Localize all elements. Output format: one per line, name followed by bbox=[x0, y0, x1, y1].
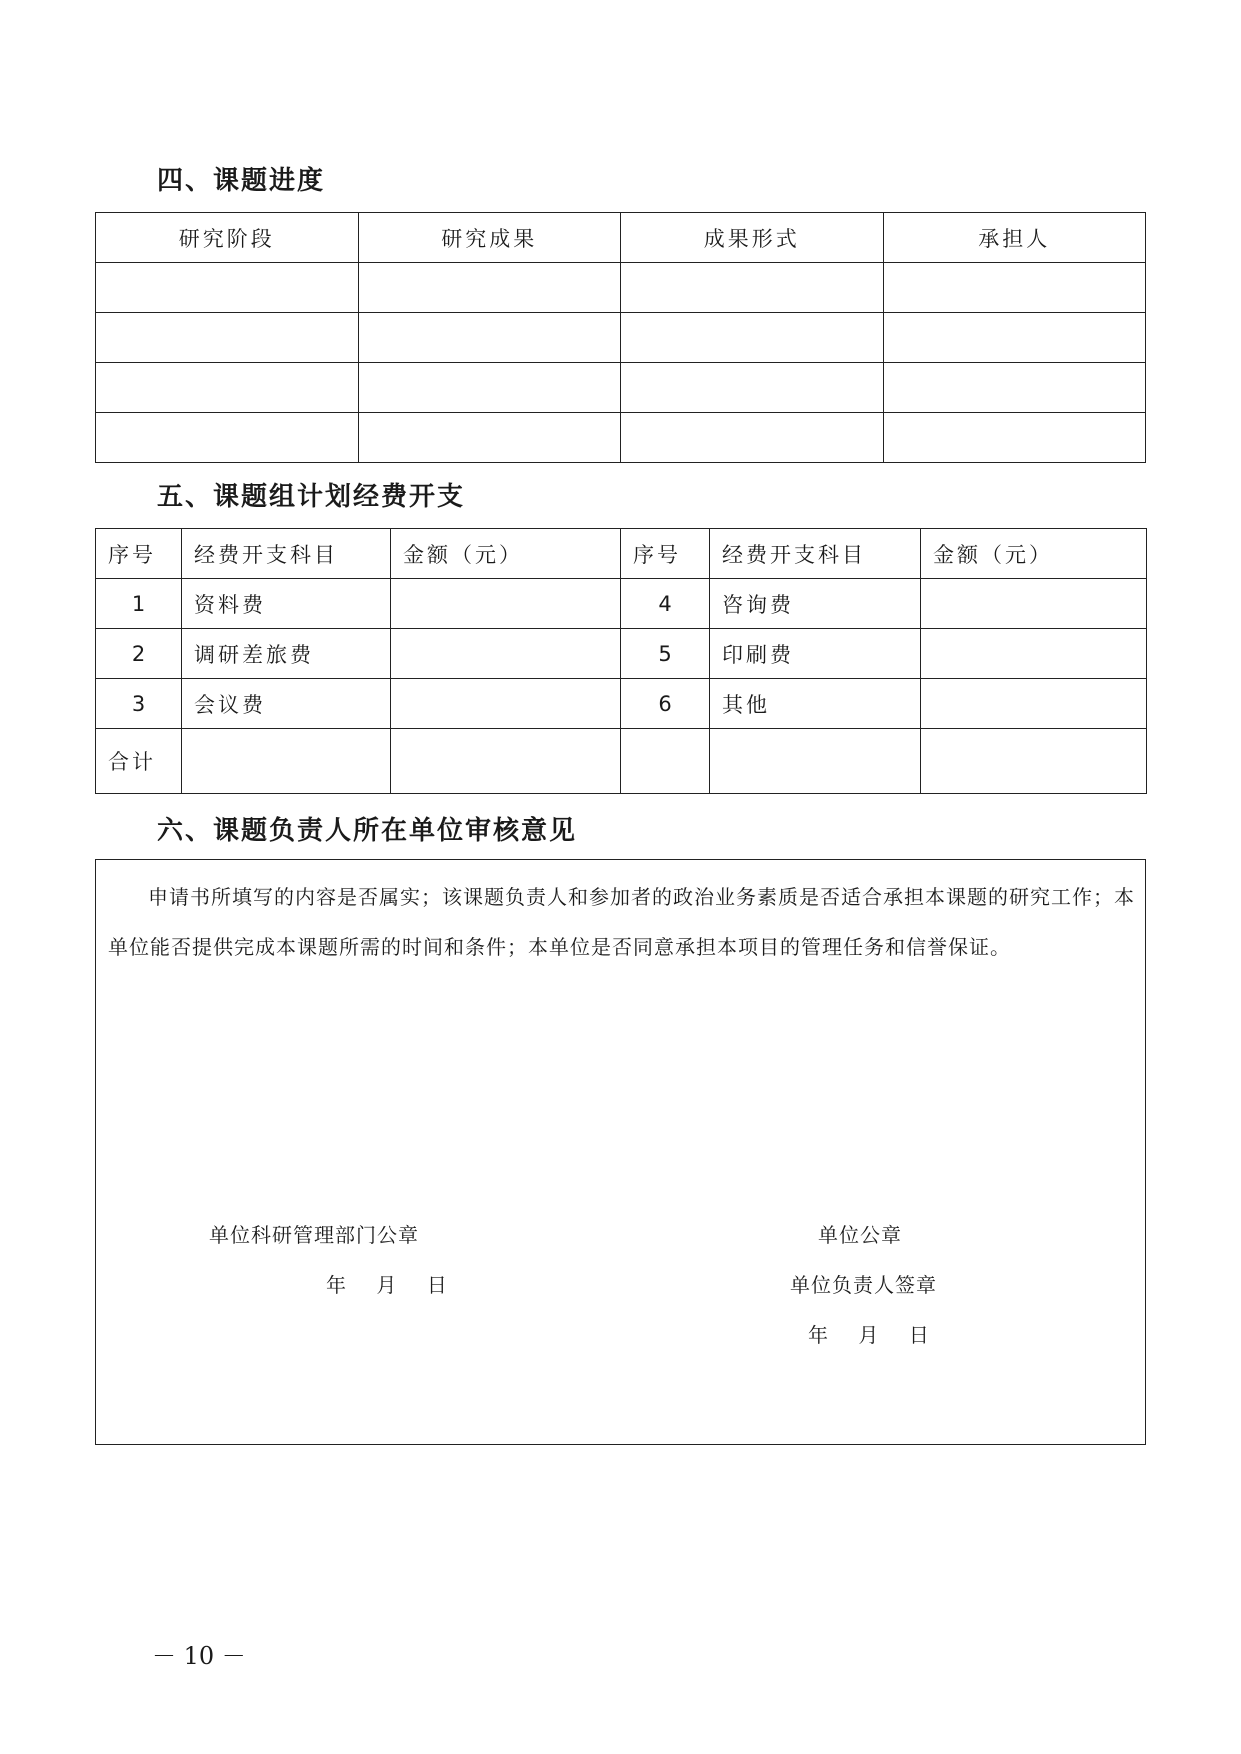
header-item-right: 经费开支科目 bbox=[710, 529, 921, 579]
table-row bbox=[96, 413, 1146, 463]
amount-cell[interactable] bbox=[391, 679, 621, 729]
amount-cell[interactable] bbox=[921, 629, 1147, 679]
header-seq-left: 序号 bbox=[96, 529, 182, 579]
expense-item: 调研差旅费 bbox=[182, 629, 391, 679]
header-amount-left: 金额（元） bbox=[391, 529, 621, 579]
section6-heading: 六、课题负责人所在单位审核意见 bbox=[157, 816, 578, 846]
seq-number: 6 bbox=[621, 679, 710, 729]
progress-cell[interactable] bbox=[358, 313, 621, 363]
progress-cell[interactable] bbox=[96, 413, 359, 463]
left-stamp-label: 单位科研管理部门公章 bbox=[209, 1223, 419, 1247]
seq-number: 5 bbox=[621, 629, 710, 679]
budget-header-row bbox=[96, 529, 1147, 579]
progress-cell[interactable] bbox=[358, 413, 621, 463]
page-number: － 10 － bbox=[152, 1642, 246, 1670]
header-result-form: 成果形式 bbox=[621, 213, 884, 263]
total-cell[interactable] bbox=[621, 729, 710, 794]
right-date: 年 月 日 bbox=[808, 1323, 930, 1347]
header-amount-right: 金额（元） bbox=[921, 529, 1147, 579]
budget-table bbox=[95, 528, 1147, 794]
progress-cell[interactable] bbox=[96, 313, 359, 363]
progress-header-row bbox=[96, 213, 1146, 263]
progress-cell[interactable] bbox=[621, 313, 884, 363]
progress-cell[interactable] bbox=[621, 363, 884, 413]
expense-item: 咨询费 bbox=[710, 579, 921, 629]
table-row bbox=[96, 579, 1147, 629]
total-label: 合计 bbox=[96, 729, 182, 794]
progress-cell[interactable] bbox=[96, 363, 359, 413]
progress-cell[interactable] bbox=[358, 263, 621, 313]
progress-table bbox=[95, 212, 1146, 463]
seq-number: 1 bbox=[96, 579, 182, 629]
amount-cell[interactable] bbox=[921, 679, 1147, 729]
table-row bbox=[96, 629, 1147, 679]
header-seq-right: 序号 bbox=[621, 529, 710, 579]
progress-cell[interactable] bbox=[621, 413, 884, 463]
amount-cell[interactable] bbox=[921, 579, 1147, 629]
progress-cell[interactable] bbox=[96, 263, 359, 313]
progress-cell[interactable] bbox=[883, 263, 1146, 313]
expense-item: 其他 bbox=[710, 679, 921, 729]
left-date: 年 月 日 bbox=[326, 1273, 448, 1297]
review-instructions: 申请书所填写的内容是否属实；该课题负责人和参加者的政治业务素质是否适合承担本课题的研究工作；本单位能否提供完成本课题所需的时间和条件；本单位是否同意承担本项目的管理任务和信誉保证。 bbox=[108, 885, 1135, 959]
total-row bbox=[96, 729, 1147, 794]
header-research-stage: 研究阶段 bbox=[96, 213, 359, 263]
progress-cell[interactable] bbox=[621, 263, 884, 313]
total-cell[interactable] bbox=[921, 729, 1147, 794]
table-row bbox=[96, 679, 1147, 729]
table-row bbox=[96, 363, 1146, 413]
table-row bbox=[96, 313, 1146, 363]
seq-number: 3 bbox=[96, 679, 182, 729]
amount-cell[interactable] bbox=[391, 629, 621, 679]
progress-cell[interactable] bbox=[358, 363, 621, 413]
expense-item: 资料费 bbox=[182, 579, 391, 629]
progress-cell[interactable] bbox=[883, 413, 1146, 463]
table-row bbox=[96, 263, 1146, 313]
total-cell[interactable] bbox=[391, 729, 621, 794]
seq-number: 2 bbox=[96, 629, 182, 679]
progress-cell[interactable] bbox=[883, 363, 1146, 413]
header-item-left: 经费开支科目 bbox=[182, 529, 391, 579]
right-signature-label: 单位负责人签章 bbox=[790, 1273, 937, 1297]
header-undertaker: 承担人 bbox=[883, 213, 1146, 263]
seq-number: 4 bbox=[621, 579, 710, 629]
section5-heading: 五、课题组计划经费开支 bbox=[157, 482, 466, 512]
total-cell[interactable] bbox=[182, 729, 391, 794]
amount-cell[interactable] bbox=[391, 579, 621, 629]
right-stamp-label: 单位公章 bbox=[818, 1223, 902, 1247]
header-research-result: 研究成果 bbox=[358, 213, 621, 263]
review-opinion-box[interactable] bbox=[95, 859, 1146, 1445]
progress-cell[interactable] bbox=[883, 313, 1146, 363]
expense-item: 印刷费 bbox=[710, 629, 921, 679]
total-cell[interactable] bbox=[710, 729, 921, 794]
section4-heading: 四、课题进度 bbox=[157, 166, 326, 196]
expense-item: 会议费 bbox=[182, 679, 391, 729]
